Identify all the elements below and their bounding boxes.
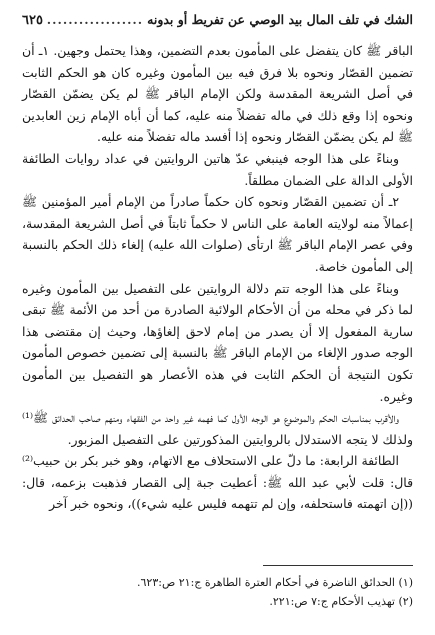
paragraph: الطائفة الرابعة: ما دلّ على الاستحلاف مع الاتهام، وهو خبر بكر بن حبيب⁽²⁾ قال: قلت لأبي عبد الله ﷺ: أعطيت جبة إلى القصار فذهبت بزعمه، قال: ((إن اتهمته فاستحلفه، وإن لم تتهمه فليس عليه شيء))، ونحوه خبر آخر [22,453,413,512]
page-number: ٦٢٥ [22,13,43,28]
footnote: (٢) تهذيب الأحكام ج:٧ ص:٢٢١. [269,595,413,608]
footnote-separator [263,565,413,566]
footnotes [22,573,413,611]
paragraph: والأقرب بمناسبات الحكم والموضوع هو الوجه الأول كما فهمه غير واحد من الفقهاء ومنهم صاحب الحدائق ﷺ⁽¹⁾ ولذلك لا يتجه الاستدلال بالروايتين المذكورتين على التفصيل المزبور. [22,410,413,447]
paragraph: الباقر ﷺ كان يتفضل على المأمون بعدم التضمين، وهذا يحتمل وجهين. ١ـ أن تضمين القصّار ونحوه بلا فرق فيه بين المأمون وغيره كان هو الحكم الثابت في أصل الشريعة المقدسة ولكن الإمام الباقر ﷺ لم يكن يضمّن القصّار ونحوه إذا وقع ذلك في ماله تفضلاً منه عليه، كما أن أباه الإمام زين العابدين ﷺ لم يكن يضمّن القصّار ونحوه إذا أفسد ماله تفضلاً منه عليه. [22,43,413,145]
footnote: (١) الحدائق الناضرة في أحكام العترة الطاهرة ج:٢١ ص:٦٢٣. [137,576,413,589]
paragraph: وبناءً على هذا الوجه فينبغي عدّ هاتين الروايتين في عداد روايات الطائفة الأولى الدالة على الضمان مطلقاً. [22,150,413,188]
running-header [22,12,413,32]
paragraph: وبناءً على هذا الوجه تتم دلالة الروايتين على التفصيل بين المأمون وغيره لما ذكر في محله من أن الأحكام الولائية الصادرة من أحد من الأئمة ﷺ تبقى سارية المفعول إلا أن يصدر من إمام لاحق إلغاؤها، وحيث إن مقتضى هذا الوجه صدور الإلغاء من الإمام الباقر ﷺ بالنسبة إلى تضمين خصوص المأمون تكون النتيجة أن الحكم الثابت في هذه الأعصار هو التفصيل بين المأمون وغيره. [22,280,413,404]
header-title: الشك في تلف المال بيد الوصي عن تفريط أو بدونه [147,12,413,27]
header-dot-leader [47,12,143,27]
paragraph: ٢ـ أن تضمين القصّار ونحوه كان حكماً صادراً من الإمام أمير المؤمنين ﷺ إعمالاً منه لولايته العامة على الناس لا حكماً ثابتاً في أصل الشريعة المقدسة، وفي عصر الإمام الباقر ﷺ ارتأى (صلوات الله عليه) إلغاء ذلك الحكم بالنسبة إلى المأمون خاصة. [22,194,413,274]
main-text [22,40,413,515]
